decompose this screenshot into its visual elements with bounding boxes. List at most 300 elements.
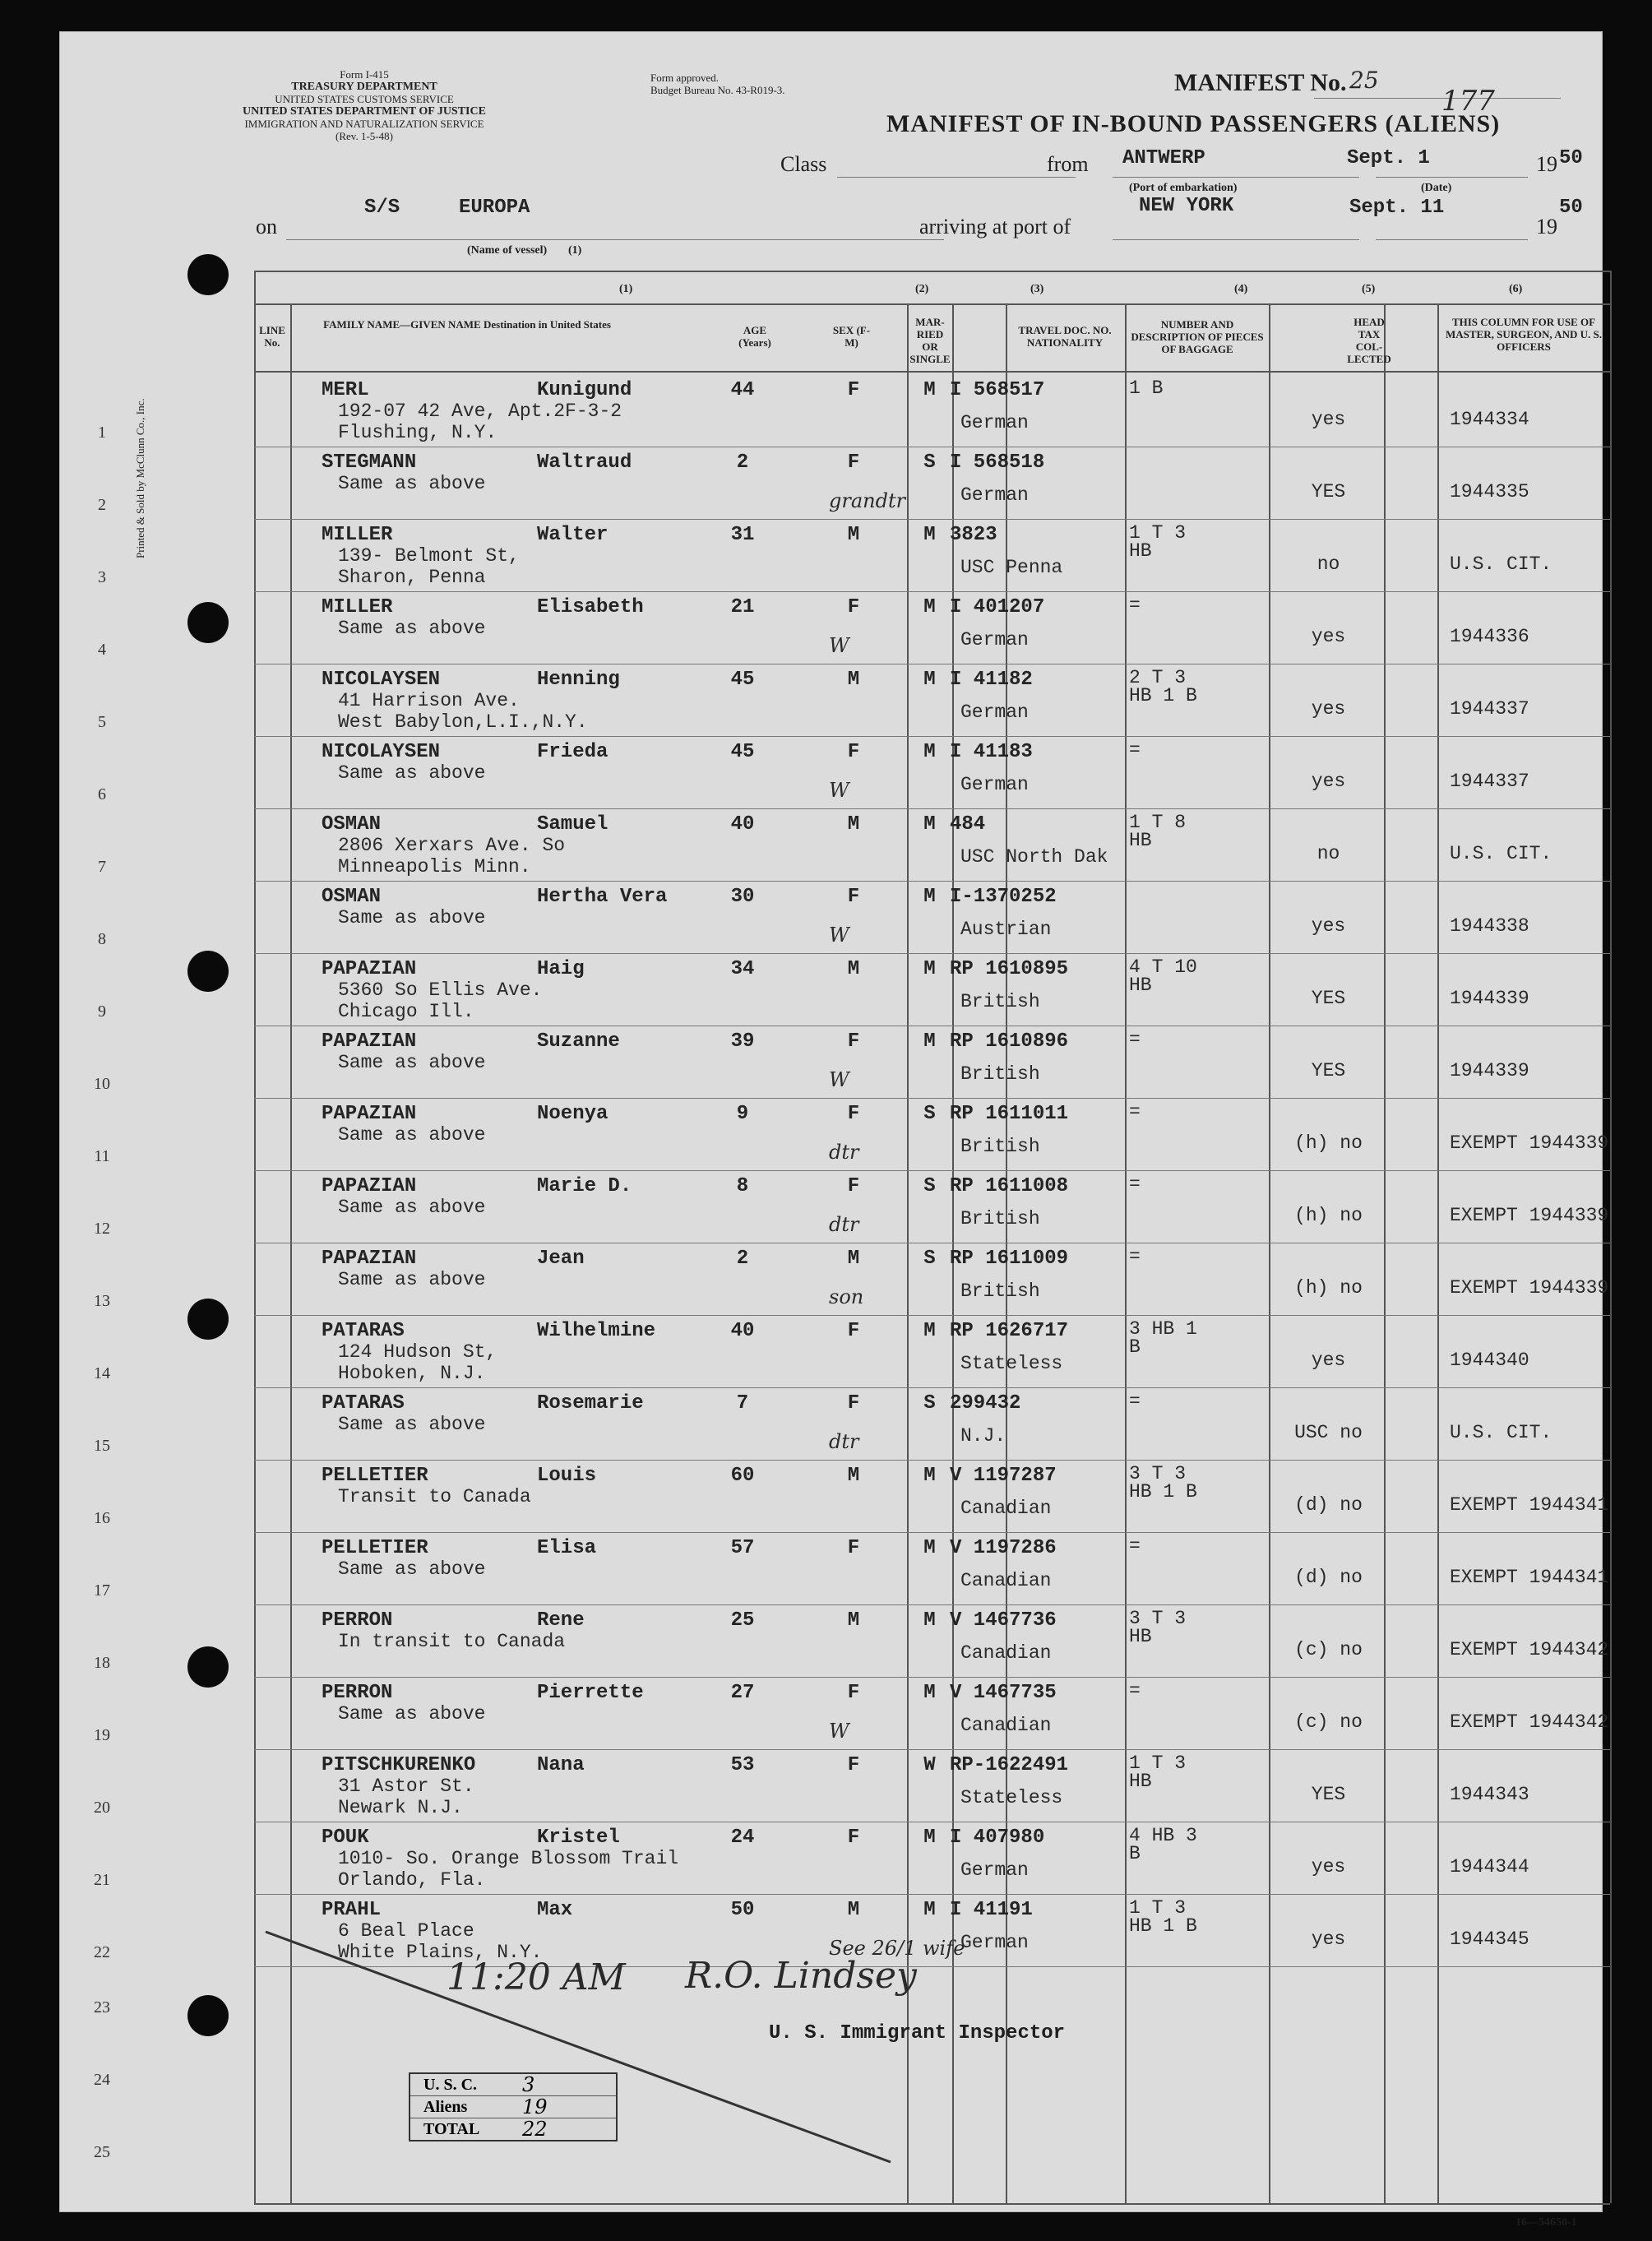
given-name: Wilhelmine	[537, 1320, 656, 1342]
nationality: Canadian	[960, 1498, 1052, 1519]
handwritten-note: W	[829, 924, 849, 947]
nationality: Canadian	[960, 1715, 1052, 1736]
form-number: Form I-415	[340, 68, 389, 81]
family-name: PITSCHKURENKO	[322, 1754, 476, 1776]
given-name: Samuel	[537, 813, 609, 836]
officer-number: 1944335	[1450, 481, 1529, 502]
row-separator	[254, 1170, 1610, 1171]
family-name: PERRON	[322, 1609, 393, 1632]
travel-doc-no: I 568517	[950, 379, 1045, 401]
family-name: PERRON	[322, 1682, 393, 1704]
ins-label: IMMIGRATION AND NATURALIZATION SERVICE	[244, 118, 484, 130]
travel-doc-no: RP 1611009	[950, 1248, 1069, 1270]
marital-status: M	[923, 669, 936, 691]
destination-line-1: Transit to Canada	[338, 1486, 531, 1507]
age: 50	[730, 1899, 755, 1921]
marital-status: M	[923, 524, 936, 546]
handwritten-note: W	[829, 634, 849, 657]
baggage: =	[1129, 595, 1141, 616]
head-tax: yes	[1311, 1350, 1346, 1371]
row-separator	[254, 1532, 1610, 1533]
arrival-date: Sept. 11	[1349, 197, 1445, 219]
line-number: 14	[94, 1364, 110, 1382]
sex: M	[847, 958, 860, 980]
officer-number: EXEMPT 1944342	[1450, 1639, 1609, 1660]
usc-row	[410, 2074, 616, 2096]
manifest-no-value: 25	[1349, 67, 1379, 94]
given-name: Haig	[537, 958, 585, 980]
row-separator	[254, 808, 1610, 809]
destination-line-2: Sharon, Penna	[338, 567, 486, 588]
baggage: 1 T 8 HB	[1129, 812, 1187, 851]
nationality: Austrian	[960, 919, 1052, 940]
head-tax: (h) no	[1294, 1277, 1363, 1299]
travel-doc-no: RP 1611011	[950, 1103, 1069, 1125]
form-header-left	[241, 68, 488, 142]
travel-doc-no: I 41191	[950, 1899, 1033, 1921]
destination-line-1: 2806 Xerxars Ave. So	[338, 835, 566, 856]
arriving-label: arriving at port of	[919, 215, 1071, 238]
marital-status: S	[923, 1392, 936, 1415]
marital-status: M	[923, 1899, 936, 1921]
handwritten-note: dtr	[829, 1213, 859, 1236]
line-number: 20	[94, 1799, 110, 1817]
age: 27	[730, 1682, 755, 1704]
revision-label: (Rev. 1-5-48)	[335, 130, 393, 142]
manifest-no-label: MANIFEST No.	[1174, 69, 1347, 96]
travel-doc-no: I 401207	[950, 596, 1045, 618]
nationality: German	[960, 1932, 1029, 1953]
nationality: British	[960, 1136, 1040, 1157]
date-caption: (Date)	[1421, 182, 1452, 194]
baggage: 3 HB 1 B	[1129, 1318, 1197, 1358]
officer-number: EXEMPT 1944342	[1450, 1711, 1609, 1733]
row-separator	[254, 1460, 1610, 1461]
baggage: 3 T 3 HB 1 B	[1129, 1463, 1197, 1502]
vessel-caption: (Name of vessel)	[467, 244, 548, 257]
age: 7	[736, 1392, 749, 1415]
family-name: PATARAS	[322, 1392, 405, 1415]
sex: M	[847, 1899, 860, 1921]
justice-label: UNITED STATES DEPARTMENT OF JUSTICE	[243, 105, 486, 118]
head-tax: yes	[1311, 409, 1346, 430]
travel-doc-no: I-1370252	[950, 886, 1057, 908]
nationality: German	[960, 412, 1029, 433]
given-name: Kristel	[537, 1827, 620, 1849]
usc-label: U. S. C.	[423, 2075, 478, 2094]
baggage: =	[1129, 1029, 1141, 1050]
destination-line-1: Same as above	[338, 1414, 486, 1435]
nationality: Canadian	[960, 1570, 1052, 1591]
given-name: Jean	[537, 1248, 585, 1270]
officer-number: 1944343	[1450, 1784, 1529, 1805]
marital-status: W	[923, 1754, 936, 1776]
sex: F	[847, 596, 860, 618]
totals-box	[409, 2072, 618, 2141]
sex: M	[847, 669, 860, 691]
row-separator	[254, 1315, 1610, 1316]
total-value: 22	[522, 2118, 548, 2141]
sex: F	[847, 379, 860, 401]
officer-number: 1944345	[1450, 1928, 1529, 1950]
total-label: TOTAL	[423, 2119, 480, 2138]
marital-status: M	[923, 741, 936, 763]
family-name: PAPAZIAN	[322, 1030, 417, 1053]
age: 30	[730, 886, 755, 908]
line-number: 1	[98, 424, 106, 442]
punch-hole	[187, 1299, 229, 1340]
line-number: 21	[94, 1871, 110, 1889]
age: 45	[730, 669, 755, 691]
family-name: PAPAZIAN	[322, 1103, 417, 1125]
line-number: 2	[98, 496, 106, 514]
punch-hole	[187, 602, 229, 643]
marital-status: M	[923, 1320, 936, 1342]
marital-status: S	[923, 1103, 936, 1125]
nationality: British	[960, 1063, 1040, 1085]
form-approved-text: Form approved.	[650, 72, 720, 84]
marital-status: M	[923, 1465, 936, 1487]
handwritten-note: son	[829, 1285, 864, 1308]
baggage: =	[1129, 1246, 1141, 1267]
marital-status: M	[923, 1030, 936, 1053]
line-number: 16	[94, 1509, 110, 1527]
age: 31	[730, 524, 755, 546]
baggage: =	[1129, 739, 1141, 761]
col-header-baggage: NUMBER AND DESCRIPTION OF PIECES OF BAGGAGE	[1131, 318, 1264, 355]
col-num-4: (4)	[1234, 283, 1248, 295]
head-tax: yes	[1311, 771, 1346, 792]
sex: M	[847, 1465, 860, 1487]
from-label: from	[1047, 152, 1089, 176]
head-tax: (h) no	[1294, 1132, 1363, 1154]
sheet-number: 177	[1441, 85, 1495, 118]
marital-status: M	[923, 958, 936, 980]
officer-number: 1944340	[1450, 1350, 1529, 1371]
age: 34	[730, 958, 755, 980]
travel-doc-no: I 41182	[950, 669, 1033, 691]
destination-line-1: 139- Belmont St,	[338, 545, 520, 567]
family-name: PELLETIER	[322, 1537, 428, 1559]
sex: M	[847, 813, 860, 836]
baggage: =	[1129, 1101, 1141, 1123]
aliens-label: Aliens	[423, 2097, 468, 2116]
row-separator	[254, 519, 1610, 520]
sex: F	[847, 1175, 860, 1197]
sex: F	[847, 1030, 860, 1053]
sex: F	[847, 1537, 860, 1559]
family-name: MILLER	[322, 524, 393, 546]
destination-line-2: Newark N.J.	[338, 1797, 463, 1818]
head-tax: yes	[1311, 1928, 1346, 1950]
travel-doc-no: RP 1610895	[950, 958, 1069, 980]
travel-doc-no: V 1197286	[950, 1537, 1057, 1559]
line-number: 17	[94, 1581, 110, 1600]
officer-number: U.S. CIT.	[1450, 843, 1553, 864]
family-name: NICOLAYSEN	[322, 741, 441, 763]
destination-line-1: Same as above	[338, 1052, 486, 1073]
row-separator	[254, 591, 1610, 592]
inspector-label: U. S. Immigrant Inspector	[769, 2022, 1066, 2044]
travel-doc-no: V 1467736	[950, 1609, 1057, 1632]
travel-doc-no: I 407980	[950, 1827, 1045, 1849]
head-tax: yes	[1311, 698, 1346, 720]
nationality: German	[960, 484, 1029, 506]
sex: F	[847, 1754, 860, 1776]
row-separator	[254, 881, 1610, 882]
marital-status: M	[923, 379, 936, 401]
destination-line-1: 5360 So Ellis Ave.	[338, 979, 543, 1001]
officer-number: 1944336	[1450, 626, 1529, 647]
line-number: 7	[98, 858, 106, 876]
sex: F	[847, 741, 860, 763]
line-number: 15	[94, 1437, 110, 1455]
baggage: =	[1129, 1680, 1141, 1702]
line-number: 3	[98, 568, 106, 586]
nationality: German	[960, 629, 1029, 651]
given-name: Suzanne	[537, 1030, 620, 1053]
travel-doc-no: I 41183	[950, 741, 1033, 763]
marital-status: M	[923, 886, 936, 908]
nationality: Stateless	[960, 1787, 1063, 1808]
sex: F	[847, 1392, 860, 1415]
destination-line-1: 192-07 42 Ave, Apt.2F-3-2	[338, 401, 622, 422]
head-tax: YES	[1311, 1784, 1346, 1805]
age: 40	[730, 813, 755, 836]
budget-bureau: Budget Bureau No. 43-R019-3.	[650, 84, 785, 96]
given-name: Max	[537, 1899, 573, 1921]
travel-doc-no: RP 1610896	[950, 1030, 1069, 1053]
col-header-sex: SEX (F-M)	[832, 324, 871, 349]
age: 53	[730, 1754, 755, 1776]
marital-status: M	[923, 596, 936, 618]
diagonal-strike	[257, 1915, 915, 2187]
baggage: =	[1129, 1535, 1141, 1557]
head-tax: (h) no	[1294, 1205, 1363, 1226]
treasury-label: TREASURY DEPARTMENT	[291, 81, 437, 93]
travel-doc-no: RP 1626717	[950, 1320, 1069, 1342]
sex: F	[847, 886, 860, 908]
nationality: USC Penna	[960, 557, 1063, 578]
customs-label: UNITED STATES CUSTOMS SERVICE	[275, 93, 454, 105]
row-separator	[254, 1604, 1610, 1605]
head-tax: (d) no	[1294, 1494, 1363, 1516]
officer-number: 1944334	[1450, 409, 1529, 430]
travel-doc-no: 3823	[950, 524, 997, 546]
age: 25	[730, 1609, 755, 1632]
destination-line-1: 31 Astor St.	[338, 1776, 474, 1797]
marital-status: S	[923, 451, 936, 474]
line-number: 8	[98, 930, 106, 948]
punch-hole	[187, 254, 229, 295]
handwritten-note: grandtr	[829, 489, 906, 512]
given-name: Frieda	[537, 741, 609, 763]
destination-line-1: Same as above	[338, 1269, 486, 1290]
usc-value: 3	[522, 2073, 535, 2096]
travel-doc-no: V 1197287	[950, 1465, 1057, 1487]
family-name: PELLETIER	[322, 1465, 428, 1487]
baggage: 2 T 3 HB 1 B	[1129, 667, 1197, 706]
given-name: Elisabeth	[537, 596, 644, 618]
col-num-2: (2)	[915, 283, 929, 295]
travel-doc-no: 484	[950, 813, 986, 836]
line-number: 5	[98, 713, 106, 731]
publisher-imprint: Printed & Sold by McClunn Co., Inc.	[134, 398, 146, 558]
head-tax: USC no	[1294, 1422, 1363, 1443]
officer-number: 1944337	[1450, 771, 1529, 792]
vessel-col-no: (1)	[568, 244, 582, 257]
age: 2	[736, 451, 749, 474]
given-name: Louis	[537, 1465, 597, 1487]
sex: F	[847, 1827, 860, 1849]
form-approved	[650, 72, 785, 96]
age: 8	[736, 1175, 749, 1197]
col-header-age: AGE (Years)	[738, 324, 771, 349]
given-name: Elisa	[537, 1537, 597, 1559]
departure-date: Sept. 1	[1347, 147, 1430, 169]
marital-status: S	[923, 1248, 936, 1270]
nationality: N.J.	[960, 1425, 1006, 1447]
nationality: British	[960, 1208, 1040, 1229]
officer-number: EXEMPT 1944341	[1450, 1494, 1609, 1516]
head-tax: yes	[1311, 1856, 1346, 1878]
destination-line-1: Same as above	[338, 1197, 486, 1218]
officer-number: U.S. CIT.	[1450, 553, 1553, 575]
family-name: PATARAS	[322, 1320, 405, 1342]
travel-doc-no: RP-1622491	[950, 1754, 1069, 1776]
baggage: 4 T 10 HB	[1129, 956, 1197, 996]
destination-line-1: Same as above	[338, 1703, 486, 1725]
handwritten-note: dtr	[829, 1430, 859, 1453]
ss-prefix: S/S	[364, 197, 400, 219]
officer-number: 1944339	[1450, 988, 1529, 1009]
line-number: 19	[94, 1726, 110, 1744]
given-name: Kunigund	[537, 379, 632, 401]
family-name: OSMAN	[322, 886, 382, 908]
destination-line-1: 1010- So. Orange Blossom Trail	[338, 1848, 679, 1869]
manifest-page	[59, 31, 1609, 2229]
nationality: USC North Dak	[960, 846, 1108, 868]
officer-number: EXEMPT 1944339	[1450, 1205, 1609, 1226]
destination-line-2: West Babylon,L.I.,N.Y.	[338, 711, 588, 733]
baggage: 1 B	[1129, 377, 1164, 399]
baggage: 1 T 3 HB	[1129, 1753, 1187, 1792]
baggage: 3 T 3 HB	[1129, 1608, 1187, 1647]
given-name: Rene	[537, 1609, 585, 1632]
line-number: 22	[94, 1943, 110, 1961]
destination-line-1: 124 Hudson St,	[338, 1341, 497, 1363]
port-embark-caption: (Port of embarkation)	[1129, 182, 1238, 194]
marital-status: M	[923, 1827, 936, 1849]
marital-status: S	[923, 1175, 936, 1197]
punch-hole	[187, 951, 229, 992]
travel-doc-no: RP 1611008	[950, 1175, 1069, 1197]
head-tax: YES	[1311, 481, 1346, 502]
arrival-port: NEW YORK	[1139, 195, 1234, 217]
line-number: 10	[94, 1075, 110, 1093]
line-number: 12	[94, 1220, 110, 1238]
age: 24	[730, 1827, 755, 1849]
vessel-name: EUROPA	[459, 197, 530, 219]
line-number: 6	[98, 785, 106, 803]
year-suffix-2: 50	[1559, 197, 1583, 219]
row-separator	[254, 1894, 1610, 1895]
given-name: Marie D.	[537, 1175, 632, 1197]
head-tax: YES	[1311, 1060, 1346, 1081]
year-prefix-1: 19	[1536, 152, 1557, 176]
nationality: Stateless	[960, 1353, 1063, 1374]
age: 44	[730, 379, 755, 401]
baggage: =	[1129, 1174, 1141, 1195]
family-name: PAPAZIAN	[322, 958, 417, 980]
nationality: British	[960, 991, 1040, 1012]
class-label: Class	[780, 152, 827, 176]
table-bottom-border	[254, 2203, 1610, 2205]
destination-line-1: 6 Beal Place	[338, 1920, 474, 1942]
col-header-married: MAR-RIED OR SINGLE	[909, 316, 951, 365]
table-top-border	[254, 271, 1610, 272]
from-port: ANTWERP	[1122, 147, 1205, 169]
col-num-5: (5)	[1362, 283, 1376, 295]
destination-line-2: Minneapolis Minn.	[338, 856, 531, 877]
nationality: German	[960, 701, 1029, 723]
col-header-travel-doc: TRAVEL DOC. NO. NATIONALITY	[1018, 324, 1112, 349]
given-name: Nana	[537, 1754, 585, 1776]
family-name: PRAHL	[322, 1899, 382, 1921]
officer-number: U.S. CIT.	[1450, 1422, 1553, 1443]
aliens-value: 19	[522, 2095, 548, 2118]
head-tax: (c) no	[1294, 1639, 1363, 1660]
destination-line-1: Same as above	[338, 1124, 486, 1146]
line-number: 13	[94, 1292, 110, 1310]
destination-line-1: Same as above	[338, 618, 486, 639]
destination-line-2: Orlando, Fla.	[338, 1869, 486, 1891]
handwritten-note: W	[829, 1720, 849, 1743]
total-row	[410, 2118, 616, 2140]
age: 9	[736, 1103, 749, 1125]
year-prefix-2: 19	[1536, 215, 1557, 238]
col-header-name: FAMILY NAME—GIVEN NAME Destination in United States	[323, 318, 611, 331]
destination-line-2: White Plains, N.Y.	[338, 1942, 543, 1963]
travel-doc-no: V 1467735	[950, 1682, 1057, 1704]
footer-code: 16—54650-1	[1515, 2216, 1577, 2229]
nationality: German	[960, 774, 1029, 795]
family-name: MILLER	[322, 596, 393, 618]
sex: M	[847, 524, 860, 546]
travel-doc-no: 299432	[950, 1392, 1021, 1415]
handwritten-note: W	[829, 1068, 849, 1091]
year-suffix-1: 50	[1559, 147, 1583, 169]
handwritten-note: See 26/1 wife	[829, 1937, 965, 1960]
age: 45	[730, 741, 755, 763]
travel-doc-no: I 568518	[950, 451, 1045, 474]
nationality: German	[960, 1859, 1029, 1881]
given-name: Rosemarie	[537, 1392, 644, 1415]
line-number: 18	[94, 1654, 110, 1672]
officer-number: 1944338	[1450, 915, 1529, 937]
destination-line-1: Same as above	[338, 907, 486, 928]
sex: F	[847, 1103, 860, 1125]
destination-line-2: Hoboken, N.J.	[338, 1363, 486, 1384]
baggage: 1 T 3 HB	[1129, 522, 1187, 562]
head-tax: no	[1317, 553, 1340, 575]
line-number: 25	[94, 2143, 110, 2161]
col-header-officers: THIS COLUMN FOR USE OF MASTER, SURGEON, AND U. S. OFFICERS	[1446, 316, 1602, 353]
officer-number: 1944339	[1450, 1060, 1529, 1081]
row-separator	[254, 1098, 1610, 1099]
officer-number: 1944337	[1450, 698, 1529, 720]
nationality: Canadian	[960, 1642, 1052, 1664]
